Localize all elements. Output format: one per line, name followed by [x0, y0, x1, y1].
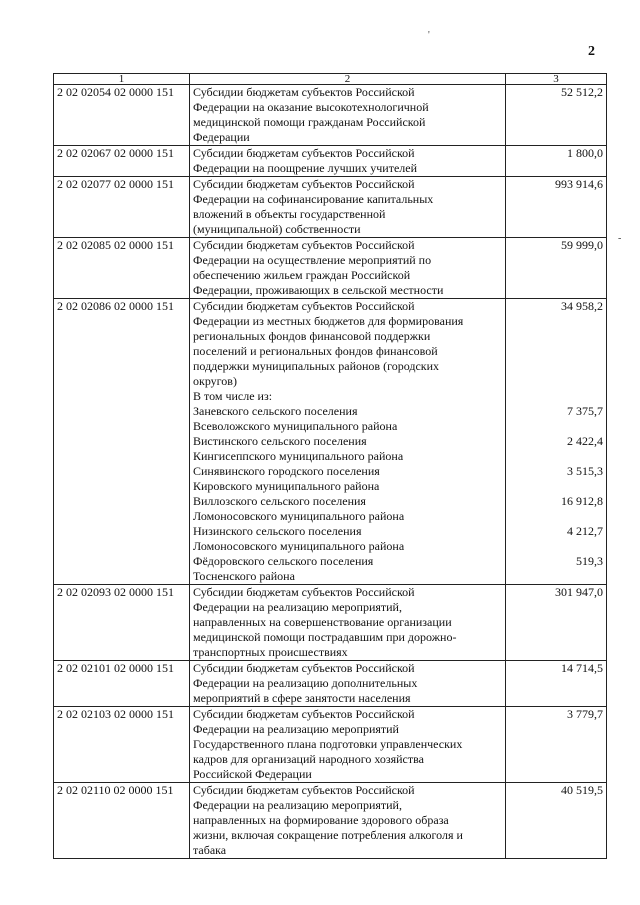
spacer [509, 374, 603, 389]
sub-amount: 3 515,3 [567, 464, 603, 478]
column-number: 1 [54, 74, 190, 85]
table-row [54, 146, 607, 177]
description-line: мероприятий в сфере занятости населения [193, 691, 411, 705]
page-number: 2 [588, 44, 595, 59]
subsidies-table [53, 73, 607, 859]
sub-amount: 4 212,7 [567, 524, 603, 538]
description [190, 661, 506, 707]
description-line: обеспечению жильем граждан Российской [193, 268, 411, 282]
budget-code: 2 02 02103 02 0000 151 [54, 707, 190, 783]
budget-code: 2 02 02054 02 0000 151 [54, 85, 190, 146]
description-line: Федерации на оказание высокотехнологичной [193, 100, 429, 114]
budget-code: 2 02 02067 02 0000 151 [54, 146, 190, 177]
sub-item [193, 404, 502, 434]
description-line: Федерации на реализацию мероприятий [193, 722, 399, 736]
amount: 34 958,2 [561, 299, 603, 313]
description-line: Субсидии бюджетам субъектов Российской [193, 783, 415, 797]
district-name: Кировского муниципального района [193, 479, 380, 493]
description-line: В том числе из: [193, 389, 273, 403]
description-line: поддержки муниципальных районов (городских [193, 359, 440, 373]
spacer [509, 389, 603, 404]
district-name: Ломоносовского муниципального района [193, 509, 405, 523]
description-line: медицинской помощи гражданам Российской [193, 115, 426, 129]
sub-item [193, 524, 502, 554]
description [190, 85, 506, 146]
description [190, 177, 506, 238]
description-line: Федерации на софинансирование капитальных [193, 192, 434, 206]
description-line: Федерации на реализацию мероприятий, [193, 600, 402, 614]
description-line: Федерации [193, 130, 250, 144]
amount-cell [506, 299, 607, 585]
column-number: 3 [506, 74, 607, 85]
table-row [54, 783, 607, 859]
sub-item [193, 494, 502, 524]
description-line: транспортных происшествиях [193, 645, 348, 659]
description-line: направленных на формирование здорового образа [193, 813, 449, 827]
amount-cell [506, 585, 607, 661]
budget-code: 2 02 02077 02 0000 151 [54, 177, 190, 238]
description-line: Федерации на осуществление мероприятий по [193, 253, 432, 267]
description-line: медицинской помощи пострадавшим при дорожно- [193, 630, 457, 644]
description [190, 299, 506, 585]
table-row [54, 585, 607, 661]
table-row [54, 238, 607, 299]
description-line: Субсидии бюджетам субъектов Российской [193, 177, 415, 191]
description-line: табака [193, 843, 227, 857]
description-line: региональных фондов финансовой поддержки [193, 329, 431, 343]
spacer [509, 359, 603, 374]
table-body [54, 74, 607, 859]
sub-amount: 7 375,7 [567, 404, 603, 418]
budget-code: 2 02 02085 02 0000 151 [54, 238, 190, 299]
settlement-name: Заневского сельского поселения [193, 404, 358, 418]
amount-cell [506, 661, 607, 707]
district-name: Ломоносовского муниципального района [193, 539, 405, 553]
description-line: кадров для организаций народного хозяйства [193, 752, 424, 766]
description [190, 783, 506, 859]
description-line: Субсидии бюджетам субъектов Российской [193, 146, 415, 160]
district-name: Тосненского района [193, 569, 295, 583]
sub-item [193, 434, 502, 464]
description-line: Субсидии бюджетам субъектов Российской [193, 238, 415, 252]
description-line: Федерации, проживающих в сельской местности [193, 283, 444, 297]
description-line: Субсидии бюджетам субъектов Российской [193, 707, 415, 721]
description-line: поселений и региональных фондов финансовой [193, 344, 438, 358]
description-line: Федерации на реализацию дополнительных [193, 676, 418, 690]
sub-amount: 519,3 [576, 554, 603, 568]
description-line: Субсидии бюджетам субъектов Российской [193, 85, 415, 99]
table-row [54, 177, 607, 238]
amount-cell [506, 177, 607, 238]
amount: 1 800,0 [567, 146, 603, 160]
sub-amount: 16 912,8 [561, 494, 603, 508]
scan-mark: ' [428, 30, 430, 41]
description-line: Субсидии бюджетам субъектов Российской [193, 585, 415, 599]
settlement-name: Низинского сельского поселения [193, 524, 362, 538]
scan-mark: - [618, 233, 622, 244]
table-row [54, 661, 607, 707]
spacer [509, 329, 603, 344]
amount-cell [506, 238, 607, 299]
description-line: вложений в объекты государственной [193, 207, 386, 221]
amount: 3 779,7 [567, 707, 603, 721]
budget-code: 2 02 02101 02 0000 151 [54, 661, 190, 707]
amount-cell [506, 707, 607, 783]
description [190, 585, 506, 661]
table-row [54, 299, 607, 585]
amount-cell [506, 783, 607, 859]
district-name: Всеволожского муниципального района [193, 419, 398, 433]
description-line: Федерации на поощрение лучших учителей [193, 161, 418, 175]
column-number: 2 [190, 74, 506, 85]
description-line: Субсидии бюджетам субъектов Российской [193, 299, 415, 313]
settlement-name: Фёдоровского сельского поселения [193, 554, 374, 568]
amount: 301 947,0 [555, 585, 603, 599]
description-line: Федерации из местных бюджетов для формирования [193, 314, 464, 328]
sub-item [193, 464, 502, 494]
amount-cell [506, 85, 607, 146]
amount: 40 519,5 [561, 783, 603, 797]
description [190, 146, 506, 177]
amount-cell [506, 146, 607, 177]
amount: 14 714,5 [561, 661, 603, 675]
settlement-name: Вистинского сельского поселения [193, 434, 367, 448]
table-row [54, 85, 607, 146]
spacer [509, 344, 603, 359]
description-line: Российской Федерации [193, 767, 312, 781]
description-line: Государственного плана подготовки управленческих [193, 737, 463, 751]
amount: 993 914,6 [555, 177, 603, 191]
spacer [509, 314, 603, 329]
sub-amount: 2 422,4 [567, 434, 603, 448]
amount: 52 512,2 [561, 85, 603, 99]
description [190, 238, 506, 299]
description-line: жизни, включая сокращение потребления алкоголя и [193, 828, 463, 842]
description [190, 707, 506, 783]
description-line: округов) [193, 374, 237, 388]
budget-code: 2 02 02086 02 0000 151 [54, 299, 190, 585]
sub-item [193, 554, 502, 584]
district-name: Кингисеппского муниципального района [193, 449, 404, 463]
table-row [54, 707, 607, 783]
column-number-row [54, 74, 607, 85]
description-line: направленных на совершенствование организации [193, 615, 452, 629]
budget-code: 2 02 02110 02 0000 151 [54, 783, 190, 859]
budget-code: 2 02 02093 02 0000 151 [54, 585, 190, 661]
description-line: (муниципальной) собственности [193, 222, 361, 236]
description-line: Федерации на реализацию мероприятий, [193, 798, 402, 812]
amount: 59 999,0 [561, 238, 603, 252]
settlement-name: Синявинского городского поселения [193, 464, 380, 478]
description-line: Субсидии бюджетам субъектов Российской [193, 661, 415, 675]
settlement-name: Виллозского сельского поселения [193, 494, 366, 508]
